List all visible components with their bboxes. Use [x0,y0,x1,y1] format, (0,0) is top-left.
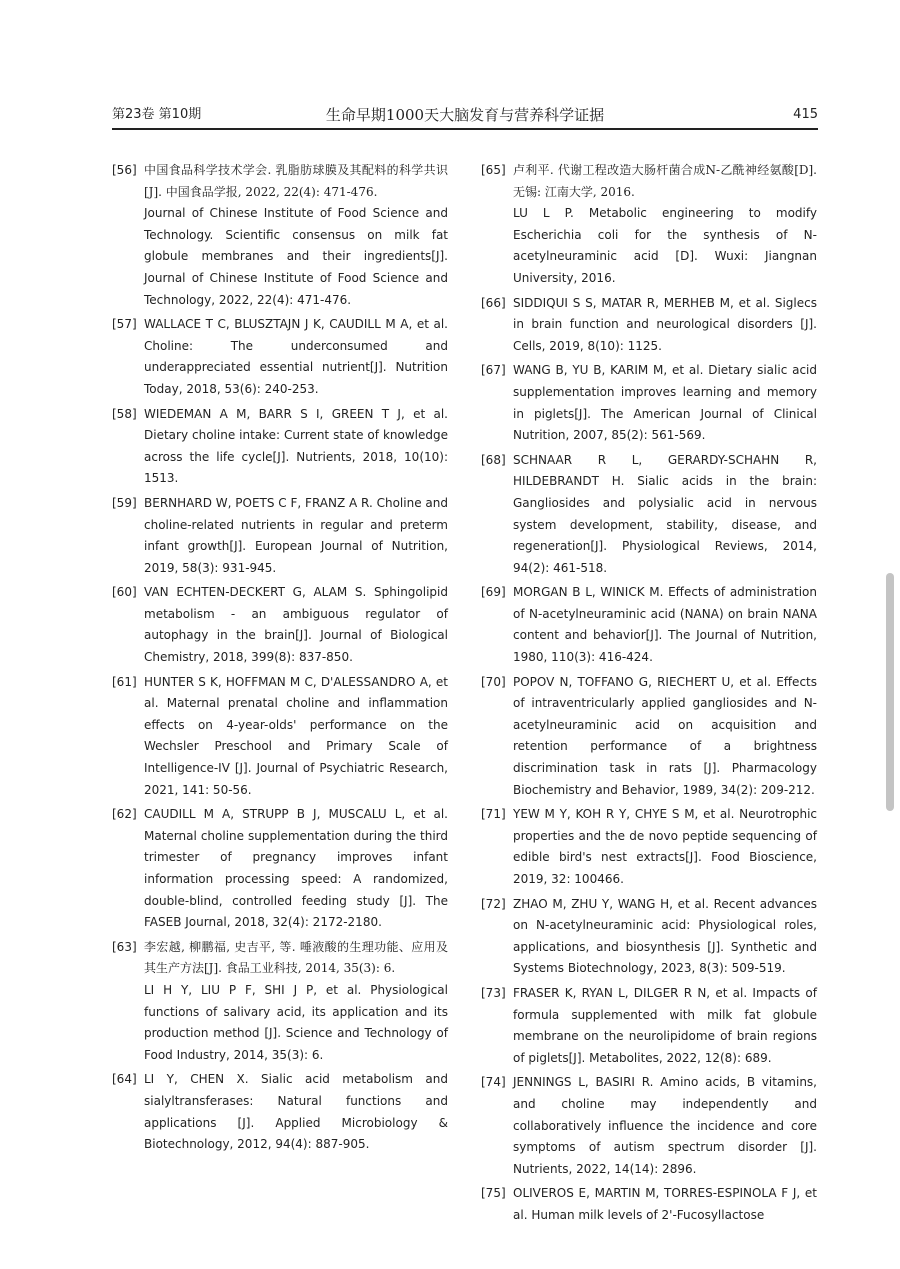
page-number: 415 [793,107,818,122]
reference-item [112,1069,448,1155]
reference-number: [56] [112,163,137,177]
reference-number: [64] [112,1072,137,1087]
reference-text: LI Y, CHEN X. Sialic acid metabolism and sialyltransferases: Natural functions and applications [J]. Applied Microbiology & Biotechnology, 2012, 94(4): 887-905. [144,1072,448,1152]
reference-item [481,160,817,290]
reference-text: BERNHARD W, POETS C F, FRANZ A R. Choline and choline-related nutrients in regular and preterm infant growth[J]. European Journal of Nutrition, 2019, 58(3): 931-945. [144,495,448,575]
reference-item [481,672,817,802]
reference-number: [69] [481,585,506,600]
reference-item [112,404,448,490]
reference-item [481,1072,817,1180]
references-left-column [112,160,448,1159]
reference-item [112,672,448,802]
reference-item [112,160,448,311]
reference-text: CAUDILL M A, STRUPP B J, MUSCALU L, et al. Maternal choline supplementation during the third trimester of pregnancy improves infant information processing speed: A randomized, double-blind, controlled feeding study [J]. The FASEB Journal, 2018, 32(4): 2172-2180. [144,807,448,930]
reference-number: [68] [481,452,506,467]
reference-number: [60] [112,585,137,600]
reference-number: [70] [481,674,506,689]
references-right-column [481,160,817,1230]
reference-item [481,894,817,980]
reference-number: [57] [112,317,137,332]
reference-text: ZHAO M, ZHU Y, WANG H, et al. Recent advances on N-acetylneuraminic acid: Physiological roles, applications, and biosynthesis [J]. Synthetic and Systems Biotechnology, 2023, 8(3): 509-519. [513,896,817,976]
reference-item [481,450,817,580]
reference-text: YEW M Y, KOH R Y, CHYE S M, et al. Neurotrophic properties and the de novo peptide sequencing of edible bird's nest extracts[J]. Food Bioscience, 2019, 32: 100466. [513,807,817,886]
reference-number: [58] [112,406,137,421]
reference-text: WIEDEMAN A M, BARR S I, GREEN T J, et al. Dietary choline intake: Current state of knowledge across the life cycle[J]. Nutrients, 2018, 10(10): 1513. [144,406,448,486]
reference-text: SCHNAAR R L, GERARDY-SCHAHN R, HILDEBRANDT H. Sialic acids in the brain: Gangliosides and polysialic acid in nervous system development, stability, disease, and regeneration[J]. Physiological Reviews, 2014, 94(2): 461-518. [513,452,817,575]
reference-number: [59] [112,495,137,510]
reference-item [112,493,448,579]
reference-number: [66] [481,295,506,310]
reference-text: LI H Y, LIU P F, SHI J P, et al. Physiological functions of salivary acid, its application and its production method [J]. Science and Technology of Food Industry, 2014, 35(3): 6. [144,982,448,1062]
reference-text-chinese: 卢利平. 代谢工程改造大肠杆菌合成N-乙酰神经氨酸[D]. 无锡: 江南大学, 2016. [513,163,817,199]
reference-number: [61] [112,674,137,689]
reference-item [112,804,448,934]
reference-text: LU L P. Metabolic engineering to modify Escherichia coli for the synthesis of N-acetylneuraminic acid [D]. Wuxi: Jiangnan University, 2016. [513,206,817,285]
reference-item [112,582,448,668]
reference-number: [63] [112,939,137,954]
reference-text: JENNINGS L, BASIRI R. Amino acids, B vitamins, and choline may independently and collaboratively influence the incidence and core symptoms of autism spectrum disorder [J]. Nutrients, 2022, 14(14): 2896. [513,1075,817,1176]
reference-item [481,1183,817,1226]
volume-issue: 第23卷 第10期 [112,107,202,122]
reference-number: [72] [481,896,506,911]
reference-item [481,582,817,668]
reference-text-chinese: 李宏越, 柳鹏福, 史吉平, 等. 唾液酸的生理功能、应用及其生产方法[J]. 食品工业科技, 2014, 35(3): 6. [144,939,448,976]
reference-text: OLIVEROS E, MARTIN M, TORRES-ESPINOLA F J, et al. Human milk levels of 2'-Fucosyllactose [513,1186,817,1222]
reference-item [481,804,817,890]
reference-text: FRASER K, RYAN L, DILGER R N, et al. Impacts of formula supplemented with milk fat globule membrane on the neurolipidome of brain regions of piglets[J]. Metabolites, 2022, 12(8): 689. [513,985,817,1065]
reference-number: [75] [481,1186,506,1201]
reference-text: HUNTER S K, HOFFMAN M C, D'ALESSANDRO A, et al. Maternal prenatal choline and inflammation effects on 4-year-olds' performance on the Wechsler Preschool and Primary Scale of Intelligence-IV [J]. Journal of Psychiatric Research, 2021, 141: 50-56. [144,674,448,797]
reference-item [112,937,448,1067]
reference-text: POPOV N, TOFFANO G, RIECHERT U, et al. Effects of intraventricularly applied gangliosides and N-acetylneuraminic acid on acquisition and retention performance of a brightness discrimination task in rats [J]. Pharmacology Biochemistry and Behavior, 1989, 34(2): 209-212. [513,674,817,797]
scrollbar-thumb[interactable] [886,573,894,811]
reference-text: WALLACE T C, BLUSZTAJN J K, CAUDILL M A, et al. Choline: The underconsumed and underappreciated essential nutrient[J]. Nutrition Today, 2018, 53(6): 240-253. [144,317,448,396]
reference-number: [65] [481,163,506,177]
reference-number: [62] [112,807,137,822]
reference-text: VAN ECHTEN-DECKERT G, ALAM S. Sphingolipid metabolism - an ambiguous regulator of autophagy in the brain[J]. Journal of Biological Chemistry, 2018, 399(8): 837-850. [144,585,448,665]
reference-text: WANG B, YU B, KARIM M, et al. Dietary sialic acid supplementation improves learning and memory in piglets[J]. The American Journal of Clinical Nutrition, 2007, 85(2): 561-569. [513,363,817,443]
running-header [112,104,818,130]
reference-text: Journal of Chinese Institute of Food Science and Technology. Scientific consensus on milk fat globule membranes and their ingredients[J]. Journal of Chinese Institute of Food Science and Technology, 2022, 22(4): 471-476. [144,206,448,307]
reference-number: [67] [481,363,506,378]
reference-item [481,293,817,358]
reference-item [481,360,817,446]
reference-number: [74] [481,1075,506,1090]
reference-text-chinese: 中国食品科学技术学会. 乳脂肪球膜及其配料的科学共识[J]. 中国食品学报, 2022, 22(4): 471-476. [144,163,448,199]
reference-number: [71] [481,807,506,822]
reference-number: [73] [481,985,506,1000]
reference-item [481,983,817,1069]
reference-text: MORGAN B L, WINICK M. Effects of administration of N-acetylneuraminic acid (NANA) on brain NANA content and behavior[J]. The Journal of Nutrition, 1980, 110(3): 416-424. [513,585,817,665]
running-title: 生命早期1000天大脑发育与营养科学证据 [325,106,605,124]
reference-text: SIDDIQUI S S, MATAR R, MERHEB M, et al. Siglecs in brain function and neurological disorders [J]. Cells, 2019, 8(10): 1125. [513,295,817,353]
reference-item [112,314,448,400]
